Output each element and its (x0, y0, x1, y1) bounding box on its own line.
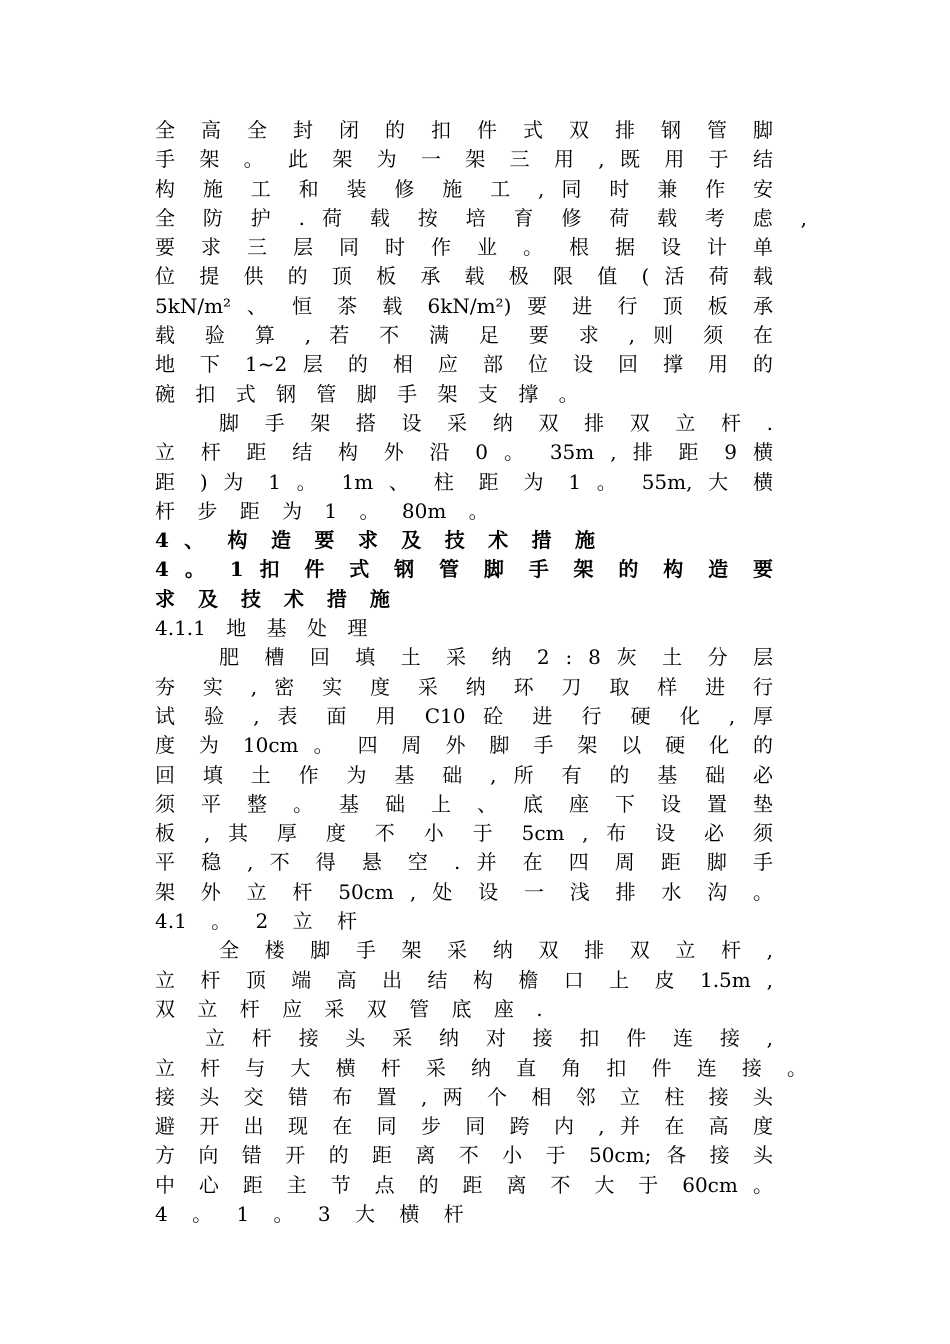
paragraph-first-line: 全 楼 脚 手 架 采 纳 双 排 双 立 杆 , (219, 938, 773, 963)
text-line: 要 求 三 层 同 时 作 业 。 根 据 设 计 单 (155, 235, 773, 260)
document-body (155, 116, 815, 1229)
text-line: 5kN/m² 、 恒 茶 载 6kN/m²) 要 进 行 顶 板 承 (155, 293, 773, 318)
text-line: 距 ) 为 1 。 1m 、 柱 距 为 1 。 55m, 大 横 (155, 469, 773, 494)
text-line: 碗 扣 式 钢 管 脚 手 架 支 撑 。 (155, 381, 579, 406)
text-line: 须 平 整 。 基 础 上 、 底 座 下 设 置 垫 (155, 791, 773, 816)
text-line: 杆 步 距 为 1 。 80m 。 (155, 498, 489, 523)
text-line: 立 杆 顶 端 高 出 结 构 檐 口 上 皮 1.5m , (155, 967, 773, 992)
text-line: 平 稳 , 不 得 悬 空 . 并 在 四 周 距 脚 手 (155, 850, 773, 875)
text-line: 试 验 , 表 面 用 C10 砼 进 行 硬 化 , 厚 (155, 703, 773, 728)
text-line: 板 , 其 厚 度 不 小 于 5cm , 布 设 必 须 (155, 821, 773, 846)
section-heading: 4 、 构 造 要 求 及 技 术 措 施 (155, 528, 595, 553)
text-line: 手 架 。 此 架 为 一 架 三 用 , 既 用 于 结 (155, 147, 773, 172)
text-line: 接 头 交 错 布 置 , 两 个 相 邻 立 柱 接 头 (155, 1084, 773, 1109)
text-line: 双 立 杆 应 采 双 管 底 座 . (155, 996, 543, 1021)
text-line: 全 防 护 . 荷 载 按 培 育 修 荷 载 考 虑 , (155, 205, 807, 230)
subsection-heading: 4 。 1 。 3 大 横 杆 (155, 1201, 464, 1226)
subsection-heading: 4.1.1 地 基 处 理 (155, 616, 368, 641)
subsection-heading: 求 及 技 术 措 施 (155, 586, 390, 611)
paragraph-first-line: 立 杆 接 头 采 纳 对 接 扣 件 连 接 , (205, 1026, 773, 1051)
text-line: 地 下 1~2 层 的 相 应 部 位 设 回 撑 用 的 (155, 352, 773, 377)
text-line: 立 杆 距 结 构 外 沿 0 。 35m , 排 距 9 横 (155, 440, 773, 465)
text-line: 全 高 全 封 闭 的 扣 件 式 双 排 钢 管 脚 (155, 118, 773, 142)
text-line: 中 心 距 主 节 点 的 距 离 不 大 于 60cm 。 (155, 1172, 773, 1197)
text-line: 度 为 10cm 。 四 周 外 脚 手 架 以 硬 化 的 (155, 733, 773, 758)
text-line: 方 向 错 开 的 距 离 不 小 于 50cm; 各 接 头 (155, 1143, 773, 1168)
subsection-heading: 4.1 。 2 立 杆 (155, 909, 357, 934)
text-line: 立 杆 与 大 横 杆 采 纳 直 角 扣 件 连 接 。 (155, 1055, 807, 1080)
text-line: 架 外 立 杆 50cm , 处 设 一 浅 排 水 沟 。 (155, 879, 773, 904)
text-line: 避 开 出 现 在 同 步 同 跨 内 , 并 在 高 度 (155, 1114, 773, 1139)
paragraph-first-line: 肥 槽 回 填 土 采 纳 2 : 8 灰 土 分 层 (219, 645, 773, 670)
paragraph-first-line: 脚 手 架 搭 设 采 纳 双 排 双 立 杆 . (219, 410, 773, 435)
text-line: 回 填 土 作 为 基 础 , 所 有 的 基 础 必 (155, 762, 773, 787)
text-line: 载 验 算 , 若 不 满 足 要 求 , 则 须 在 (155, 323, 773, 348)
text-line: 夯 实 , 密 实 度 采 纳 环 刀 取 样 进 行 (155, 674, 773, 699)
subsection-heading: 4 。 1 扣 件 式 钢 管 脚 手 架 的 构 造 要 (155, 557, 773, 582)
text-line: 位 提 供 的 顶 板 承 载 极 限 值 ( 活 荷 载 (155, 264, 773, 289)
text-line: 构 施 工 和 装 修 施 工 , 同 时 兼 作 安 (155, 176, 773, 201)
